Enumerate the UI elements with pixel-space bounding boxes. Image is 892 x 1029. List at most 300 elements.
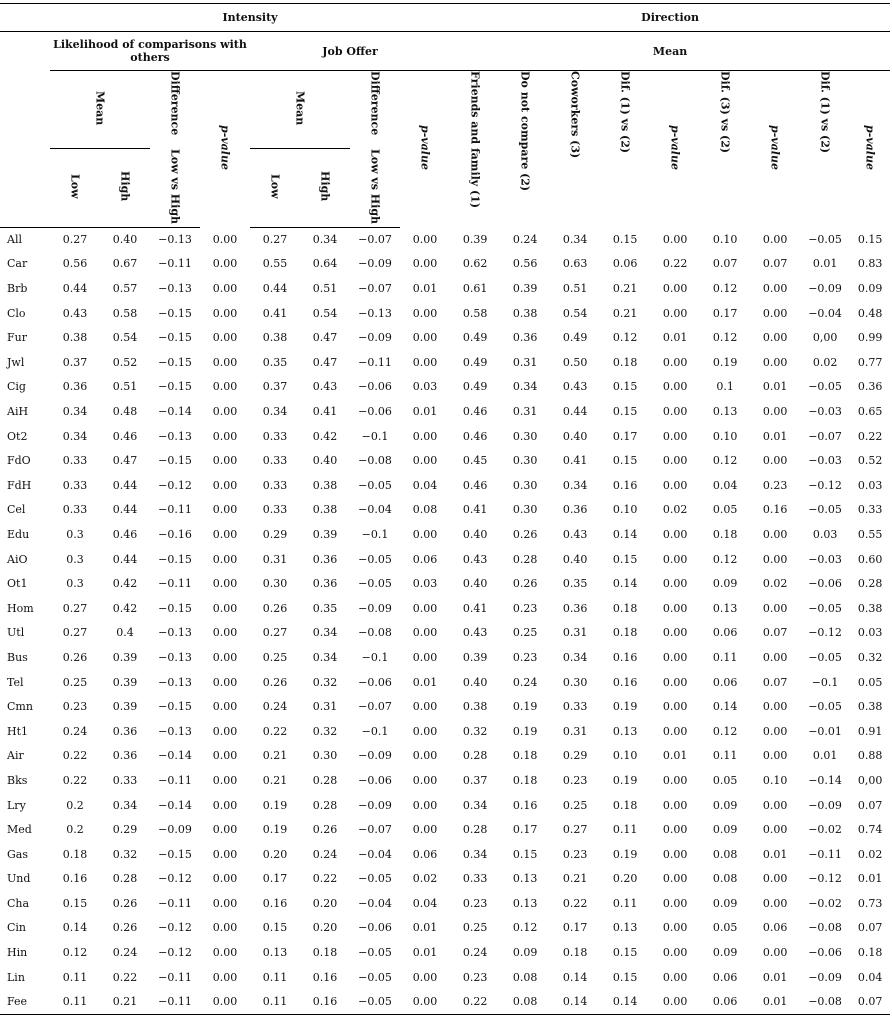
table-cell: 0.24 <box>462 946 488 960</box>
table-cell: 0.60 <box>857 552 883 566</box>
table-cell: 0.00 <box>662 552 688 566</box>
table-row <box>0 424 890 449</box>
table-cell: −0.08 <box>358 626 392 640</box>
table-cell: 0.2 <box>66 823 84 837</box>
table-cell: 0.00 <box>412 773 438 787</box>
table-cell: 0.20 <box>262 847 288 861</box>
table-cell: 0.00 <box>662 282 688 296</box>
table-row <box>0 940 890 965</box>
table-cell: −0.09 <box>358 257 392 271</box>
table-cell: −0.09 <box>808 282 842 296</box>
table-cell: −0.13 <box>358 306 392 320</box>
row-label: FdH <box>7 478 32 492</box>
table-cell: 0.26 <box>262 675 288 689</box>
table-cell: 0.00 <box>662 798 688 812</box>
table-cell: 0.25 <box>512 626 538 640</box>
table-cell: 0.31 <box>312 700 338 714</box>
table-cell: 0.00 <box>412 527 438 541</box>
table-cell: 0.18 <box>562 946 588 960</box>
header-low-vs-high-2: Low vs High <box>350 149 400 228</box>
table-row <box>0 793 890 818</box>
table-cell: 0.39 <box>512 282 538 296</box>
table-cell: 0.40 <box>562 429 588 443</box>
table-cell: −0.11 <box>808 847 842 861</box>
table-cell: 0.07 <box>857 798 883 812</box>
table-cell: 0.00 <box>212 946 238 960</box>
table-cell: 0.30 <box>312 749 338 763</box>
table-cell: 0.37 <box>62 355 88 369</box>
table-cell: −0.12 <box>808 478 842 492</box>
table-cell: −0.08 <box>808 921 842 935</box>
table-cell: 0.01 <box>762 847 788 861</box>
table-cell: 0.19 <box>612 700 638 714</box>
table-cell: 0.41 <box>462 503 488 517</box>
table-cell: 0.25 <box>62 675 88 689</box>
table-cell: 0.34 <box>312 626 338 640</box>
table-cell: 0.00 <box>212 921 238 935</box>
table-cell: −0.12 <box>808 626 842 640</box>
table-cell: −0.06 <box>358 773 392 787</box>
table-cell: 0.99 <box>857 331 883 345</box>
row-label: Cig <box>7 380 26 394</box>
table-cell: 0.02 <box>857 847 883 861</box>
table-cell: 0.15 <box>612 946 638 960</box>
table-cell: 0.46 <box>112 527 138 541</box>
table-cell: 0.00 <box>662 405 688 418</box>
table-cell: 0.00 <box>212 380 238 394</box>
table-cell: 0.12 <box>62 946 88 960</box>
table-cell: 0.00 <box>212 749 238 763</box>
table-cell: 0.30 <box>512 454 538 468</box>
table-cell: 0.00 <box>212 331 238 345</box>
table-cell: 0.15 <box>612 405 638 418</box>
table-row <box>0 448 890 473</box>
table-cell: −0.13 <box>158 650 192 664</box>
table-cell: 0.24 <box>112 946 138 960</box>
table-cell: 0.00 <box>212 478 238 492</box>
table-cell: 0.11 <box>250 989 300 1014</box>
table-cell: 0.65 <box>857 405 883 418</box>
table-cell: 0.26 <box>312 823 338 837</box>
table-cell: −0.1 <box>361 724 389 738</box>
table-cell: 0.42 <box>312 429 338 443</box>
table-cell: 0.34 <box>62 429 88 443</box>
table-cell: 0.54 <box>312 306 338 320</box>
table-cell: 0.04 <box>412 478 438 492</box>
table-cell: −0.15 <box>158 601 192 615</box>
table-cell: 0.39 <box>312 527 338 541</box>
header-high: High <box>100 149 150 228</box>
table-cell: 0.07 <box>762 257 788 271</box>
row-label: Lin <box>7 970 25 984</box>
table-cell: 0.37 <box>262 380 288 394</box>
table-cell: −0.06 <box>808 946 842 960</box>
table-cell: 0.46 <box>112 429 138 443</box>
table-row <box>0 596 890 621</box>
table-cell: 0.00 <box>762 405 788 418</box>
table-cell: 0.15 <box>262 921 288 935</box>
table-cell: 0.14 <box>62 921 88 935</box>
table-cell: 0.28 <box>312 798 338 812</box>
table-cell: 0.23 <box>462 970 488 984</box>
table-cell: 0.13 <box>512 872 538 886</box>
table-cell: 0.00 <box>662 601 688 615</box>
table-row <box>0 498 890 523</box>
table-cell: −0.1 <box>361 650 389 664</box>
table-cell: 0.54 <box>562 306 588 320</box>
table-cell: 0.77 <box>857 355 883 369</box>
table-row <box>0 965 890 990</box>
header-coworkers: Coworkers (3) <box>568 71 582 159</box>
table-cell: 0.47 <box>112 454 138 468</box>
table-cell: 0.12 <box>612 331 638 345</box>
row-label: Cin <box>7 921 27 935</box>
table-cell: −0.15 <box>158 454 192 468</box>
table-cell: 0.25 <box>562 798 588 812</box>
table-cell: 0.22 <box>857 429 883 443</box>
table-cell: 0.03 <box>412 380 438 394</box>
table-cell: 0.13 <box>262 946 288 960</box>
table-cell: 0.34 <box>462 798 488 812</box>
table-cell: 0.01 <box>412 282 438 296</box>
table-cell: 0.41 <box>562 454 588 468</box>
table-cell: 0.11 <box>50 989 100 1014</box>
table-cell: 0.21 <box>612 306 638 320</box>
table-row <box>0 842 890 867</box>
table-cell: −0.07 <box>358 700 392 714</box>
table-cell: 0.00 <box>662 872 688 886</box>
table-cell: 0.36 <box>112 749 138 763</box>
table-cell: 0.01 <box>662 331 688 345</box>
table-cell: −0.03 <box>808 405 842 418</box>
table-cell: −0.11 <box>358 355 392 369</box>
table-row <box>0 866 890 891</box>
table-cell: 0.49 <box>462 380 488 394</box>
row-label: Und <box>7 872 31 886</box>
table-cell: 0.19 <box>262 823 288 837</box>
table-cell: 0.00 <box>662 823 688 837</box>
table-cell: 0.43 <box>562 380 588 394</box>
header-joboffer-difference: Difference <box>368 71 382 136</box>
table-cell: 0.30 <box>562 675 588 689</box>
table-cell: −0.05 <box>358 577 392 591</box>
table-cell: −0.12 <box>158 921 192 935</box>
table-cell: 0.00 <box>412 626 438 640</box>
table-cell: 0.27 <box>62 601 88 615</box>
table-cell: 0.11 <box>612 823 638 837</box>
row-label: Edu <box>7 527 30 541</box>
table-cell: 0.44 <box>562 405 588 418</box>
table-cell: −0.12 <box>158 946 192 960</box>
table-cell: 0.34 <box>312 650 338 664</box>
table-cell: 0.00 <box>662 847 688 861</box>
table-cell: 0.09 <box>712 823 738 837</box>
table-cell: 0.47 <box>312 355 338 369</box>
table-cell: 0.83 <box>857 257 883 271</box>
table-cell: 0.13 <box>612 724 638 738</box>
table-cell: 0.23 <box>462 896 488 910</box>
header-low: Low <box>50 149 100 228</box>
table-cell: 0.03 <box>857 478 883 492</box>
table-cell: 0.00 <box>762 552 788 566</box>
table-cell: 0.33 <box>262 503 288 517</box>
table-cell: 0.07 <box>712 257 738 271</box>
table-cell: −0.01 <box>808 724 842 738</box>
table-cell: 0.28 <box>462 823 488 837</box>
table-cell: 0.19 <box>262 798 288 812</box>
table-cell: −0.15 <box>158 306 192 320</box>
table-cell: 0.02 <box>412 872 438 886</box>
table-cell: 0.33 <box>62 478 88 492</box>
header-pvalue-b: p-value <box>768 125 782 170</box>
table-cell: −0.08 <box>800 989 850 1014</box>
table-cell: 0.06 <box>762 921 788 935</box>
table-cell: 0.46 <box>462 429 488 443</box>
table-cell: 0.34 <box>562 232 588 246</box>
table-cell: 0.12 <box>712 552 738 566</box>
table-cell: 0.34 <box>62 405 88 418</box>
table-cell: 0.42 <box>112 577 138 591</box>
table-cell: 0.10 <box>612 749 638 763</box>
table-cell: 0.04 <box>712 478 738 492</box>
table-cell: 0.00 <box>762 454 788 468</box>
table-cell: −0.05 <box>808 503 842 517</box>
table-row <box>0 744 890 769</box>
table-cell: 0.1 <box>716 380 734 394</box>
table-cell: 0.19 <box>612 847 638 861</box>
table-cell: 0.38 <box>857 601 883 615</box>
table-cell: 0.28 <box>312 773 338 787</box>
table-cell: 0.19 <box>512 724 538 738</box>
table-cell: 0.34 <box>562 650 588 664</box>
table-cell: 0.64 <box>312 257 338 271</box>
row-label: Bus <box>7 650 28 664</box>
table-cell: 0.00 <box>412 601 438 615</box>
table-cell: 0.00 <box>762 355 788 369</box>
table-cell: 0.36 <box>562 601 588 615</box>
table-cell: 0.3 <box>66 552 84 566</box>
table-cell: 0.44 <box>62 282 88 296</box>
table-cell: 0.11 <box>62 970 88 984</box>
table-cell: 0.56 <box>62 257 88 271</box>
table-cell: −0.05 <box>808 380 842 394</box>
table-cell: 0.00 <box>212 798 238 812</box>
table-cell: 0.46 <box>462 478 488 492</box>
table-cell: 0.48 <box>112 405 138 418</box>
table-cell: 0.01 <box>812 257 838 271</box>
table-cell: 0.28 <box>512 552 538 566</box>
table-cell: 0.00 <box>662 921 688 935</box>
table-row <box>0 301 890 326</box>
table-cell: 0.00 <box>412 724 438 738</box>
table-cell: 0.06 <box>712 626 738 640</box>
table-cell: 0.00 <box>412 355 438 369</box>
table-cell: 0.35 <box>262 355 288 369</box>
row-label: Cmn <box>7 700 33 714</box>
table-cell: 0.26 <box>262 601 288 615</box>
table-cell: 0.00 <box>412 429 438 443</box>
table-cell: 0.00 <box>762 749 788 763</box>
table-cell: 0.51 <box>312 282 338 296</box>
row-label: Ot2 <box>7 429 28 443</box>
table-cell: 0,00 <box>812 331 838 345</box>
table-cell: 0.16 <box>300 989 350 1014</box>
row-label: Fee <box>0 989 50 1014</box>
table-cell: 0.36 <box>512 331 538 345</box>
table-cell: 0.20 <box>312 921 338 935</box>
table-cell: −0.09 <box>808 970 842 984</box>
table-cell: 0.27 <box>262 626 288 640</box>
table-cell: 0.17 <box>712 306 738 320</box>
table-cell: 0.40 <box>312 454 338 468</box>
table-cell: 0.19 <box>512 700 538 714</box>
table-cell: −0.04 <box>358 847 392 861</box>
table-cell: 0.00 <box>212 970 238 984</box>
table-cell: 0.06 <box>712 970 738 984</box>
table-cell: 0.33 <box>262 478 288 492</box>
table-cell: 0.00 <box>212 232 238 246</box>
table-cell: 0.00 <box>762 946 788 960</box>
table-cell: 0.32 <box>857 650 883 664</box>
table-cell: 0.73 <box>857 896 883 910</box>
table-cell: −0.05 <box>808 601 842 615</box>
table-row <box>0 571 890 596</box>
row-label: Lry <box>7 798 26 812</box>
table-cell: 0.10 <box>612 503 638 517</box>
table-cell: 0.30 <box>512 478 538 492</box>
table-cell: 0.51 <box>112 380 138 394</box>
row-label: Utl <box>7 626 25 640</box>
table-cell: 0.4 <box>116 626 134 640</box>
table-cell: 0.00 <box>762 700 788 714</box>
table-cell: 0.07 <box>762 675 788 689</box>
table-cell: 0.00 <box>662 724 688 738</box>
table-cell: 0.22 <box>112 970 138 984</box>
table-cell: 0.27 <box>62 233 88 247</box>
header-friends: Friends and family (1) <box>468 71 482 209</box>
table-cell: 0.03 <box>857 626 883 640</box>
table-cell: 0.18 <box>512 773 538 787</box>
table-row <box>0 473 890 498</box>
table-cell: 0.13 <box>712 601 738 615</box>
table-row <box>0 276 890 301</box>
table-cell: 0.00 <box>212 282 238 296</box>
table-cell: 0.01 <box>857 872 883 886</box>
table-cell: −0.05 <box>358 970 392 984</box>
table-cell: 0.43 <box>462 552 488 566</box>
table-cell: 0.63 <box>562 257 588 271</box>
table-cell: 0.13 <box>712 405 738 418</box>
table-cell: −0.13 <box>158 282 192 296</box>
results-table <box>0 3 890 1015</box>
table-cell: 0.00 <box>212 503 238 517</box>
table-cell: 0.00 <box>212 675 238 689</box>
table-cell: 0.23 <box>512 601 538 615</box>
table-cell: 0.14 <box>712 700 738 714</box>
table-cell: 0.27 <box>62 626 88 640</box>
table-cell: 0.00 <box>412 454 438 468</box>
table-cell: 0.26 <box>62 650 88 664</box>
table-cell: 0.14 <box>612 577 638 591</box>
table-row <box>0 719 890 744</box>
table-cell: 0.11 <box>712 749 738 763</box>
table-cell: 0.40 <box>462 527 488 541</box>
table-cell: 0.34 <box>262 405 288 418</box>
table-cell: 0.14 <box>562 970 588 984</box>
table-cell: 0.18 <box>62 847 88 861</box>
table-cell: −0.1 <box>811 675 839 689</box>
table-cell: 0.28 <box>112 872 138 886</box>
table-cell: −0.05 <box>808 650 842 664</box>
table-cell: 0.16 <box>512 798 538 812</box>
table-cell: 0.55 <box>857 527 883 541</box>
header-high-2: High <box>300 149 350 228</box>
table-cell: 0.01 <box>762 380 788 394</box>
table-cell: 0.00 <box>662 232 688 246</box>
table-cell: 0.00 <box>400 989 450 1014</box>
header-low-vs-high: Low vs High <box>150 149 200 228</box>
table-cell: 0.02 <box>662 503 688 517</box>
table-cell: 0.33 <box>857 503 883 517</box>
table-cell: 0.16 <box>612 650 638 664</box>
table-cell: 0.30 <box>262 577 288 591</box>
table-cell: 0.12 <box>512 921 538 935</box>
table-cell: 0.00 <box>212 601 238 615</box>
table-cell: 0.05 <box>712 921 738 935</box>
table-cell: 0.00 <box>662 650 688 664</box>
table-cell: 0.20 <box>612 872 638 886</box>
table-cell: 0.00 <box>762 724 788 738</box>
table-cell: −0.03 <box>808 454 842 468</box>
row-label: Jwl <box>7 355 25 369</box>
table-cell: 0.33 <box>562 700 588 714</box>
table-cell: 0.17 <box>262 872 288 886</box>
table-cell: 0.44 <box>262 282 288 296</box>
table-cell: −0.09 <box>358 749 392 763</box>
table-cell: 0.00 <box>762 331 788 345</box>
table-cell: 0.00 <box>662 355 688 369</box>
table-cell: 0.27 <box>262 233 288 247</box>
table-row <box>0 522 890 547</box>
table-cell: 0.36 <box>857 380 883 394</box>
table-cell: −0.05 <box>358 872 392 886</box>
table-cell: −0.11 <box>158 503 192 517</box>
table-cell: −0.07 <box>358 823 392 837</box>
table-cell: 0.00 <box>762 232 788 246</box>
table-cell: 0.16 <box>312 970 338 984</box>
table-cell: 0.2 <box>66 798 84 812</box>
table-cell: 0.34 <box>562 478 588 492</box>
table-cell: 0.56 <box>512 257 538 271</box>
table-cell: 0.39 <box>462 232 488 246</box>
row-label: Fur <box>7 331 27 345</box>
table-cell: 0.24 <box>512 232 538 246</box>
table-cell: 0.28 <box>462 749 488 763</box>
table-cell: 0.47 <box>312 331 338 345</box>
table-cell: 0.58 <box>462 306 488 320</box>
table-row <box>0 325 890 350</box>
table-cell: 0.18 <box>612 355 638 369</box>
table-cell: 0.02 <box>812 355 838 369</box>
table-cell: 0.38 <box>312 503 338 517</box>
table-cell: 0.32 <box>112 847 138 861</box>
table-row <box>0 399 890 424</box>
table-cell: 0.41 <box>462 601 488 615</box>
table-cell: −0.02 <box>808 823 842 837</box>
table-cell: 0.09 <box>712 896 738 910</box>
table-cell: −0.13 <box>158 429 192 443</box>
table-cell: 0.00 <box>412 232 438 246</box>
